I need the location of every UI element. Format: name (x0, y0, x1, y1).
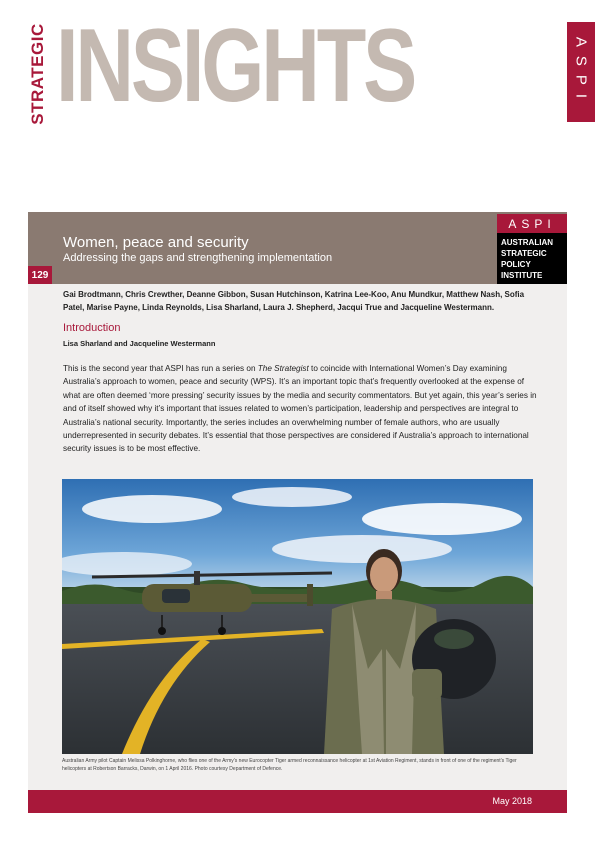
body-text-part-2: to coincide with International Women’s Day examining Australia’s approach to women, peace and security (WPS). It’s an important topic that’s frequently overlooked at the expense of what are often deemed ‘more pressing’ security issues by the media and security commentators. But yet again, this year’s series in and of itself showed why it’s important that issues related to women’s participation, leadership and perspectives are integral to Australia’s national security. Importantly, the series includes an overwhelming number of female authors, who are usually underrepresented in security debates. It’s essential that those perspectives are considered if Australia’s approach to international security issues is to be most effective. (63, 364, 537, 454)
title-band (28, 212, 567, 284)
aspi-logo (497, 214, 567, 284)
strategic-label (27, 23, 49, 125)
logo-line-institute: INSTITUTE (501, 271, 543, 280)
page-subtitle: Addressing the gaps and strengthening implementation (63, 252, 333, 264)
logo-line-australian: AUSTRALIAN (501, 238, 553, 247)
logo-line-strategic: STRATEGIC (501, 249, 547, 258)
section-byline: Lisa Sharland and Jacqueline Westermann (63, 339, 216, 348)
publication-name: The Strategist (257, 364, 309, 373)
issue-number-badge: 129 (28, 266, 52, 284)
section-heading-introduction: Introduction (63, 322, 121, 334)
author-list: Gai Brodtmann, Chris Crewther, Deanne Gibbon, Susan Hutchinson, Katrina Lee-Koo, Anu Mundkur, Matthew Nash, Sofia Patel, Marise Payne, Linda Reynolds, Lisa Sharland, Laura J. Shepherd, Jacqui True and Jacqueline Westermann. (63, 290, 525, 312)
aspi-vertical-text: ASPI (572, 36, 590, 108)
publication-date: May 2018 (492, 796, 532, 806)
introduction-body (63, 362, 541, 456)
aspi-vertical-tab (567, 22, 595, 122)
body-text-part-1: This is the second year that ASPI has run a series on (63, 364, 258, 373)
logo-line-policy: POLICY (501, 260, 531, 269)
strategic-text: STRATEGIC (28, 23, 47, 125)
aspi-logo-top: ASPI (497, 214, 567, 233)
page-title: Women, peace and security (63, 234, 249, 251)
footer-bar (28, 790, 567, 813)
feature-photo (62, 479, 533, 754)
feature-photo-illustration (62, 479, 533, 754)
photo-caption: Australian Army pilot Captain Melissa Polkinghorne, who flies one of the Army’s new Eurocopter Tiger armed reconnaissance helicopter at 1st Aviation Regiment, stands in front of one of the regiment’s Tiger helicopters at Robertson Barracks, Darwin, on 1 April 2016. Photo courtesy Department of Defence. (62, 758, 517, 772)
insights-masthead: INSIGHTS (56, 8, 415, 124)
